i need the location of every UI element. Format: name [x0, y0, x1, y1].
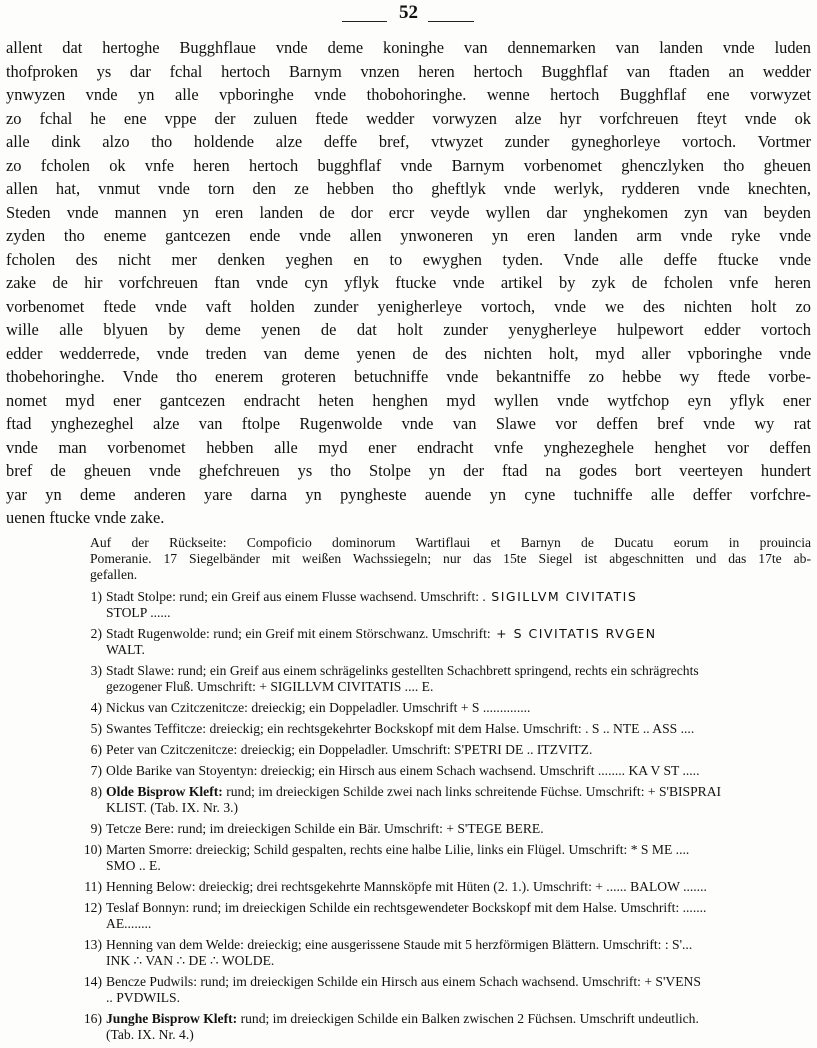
- text-line: zo fcholen ok vnfe heren hertoch bugghflaf vnde Barnym vorbenomet ghenczlyken tho gheuen: [6, 155, 811, 175]
- text-line: allen hat, vnmut vnde torn den ze hebben tho gheftlyk vnde werlyk, rydderen vnde knechten,: [6, 179, 811, 198]
- entry-description: Nickus van Czitczenitcze: dreieckig; ein Doppeladler. Umschrift + S ..............: [106, 700, 531, 715]
- entry-line: [106, 974, 811, 990]
- text-line: bref de gheuen vnde ghefchreuen ys tho Stolpe yn der ftad na godes bort veerteyen hundert: [6, 461, 811, 480]
- seal-legend: + S CIVITATIS RVGEN: [490, 626, 657, 641]
- seal-entry: [6, 626, 811, 658]
- text-line: uenen ftucke vnde zake.: [6, 508, 165, 527]
- entry-line: [106, 937, 811, 953]
- entry-description: Peter van Czitczenitcze: dreieckig; ein Doppeladler. Umschrift: S'PETRI DE .. ITZVITZ.: [106, 742, 593, 757]
- text-line: Steden vnde mannen yn eren landen de dor ercr veyde wyllen dar ynghekomen zyn van beyden: [6, 202, 811, 222]
- entry-continuation: AE........: [106, 916, 152, 931]
- text-line: zake de hir vorfchreuen ftan vnde cyn yflyk ftucke vnde artikel by zyk de fcholen vnfe heren: [6, 273, 811, 292]
- entry-lemma: Junghe Bisprow Kleft:: [106, 1011, 238, 1026]
- seal-entry: [6, 937, 811, 969]
- seal-entry: [6, 721, 811, 737]
- seal-entry: [6, 700, 811, 716]
- seal-entry: [6, 589, 811, 621]
- text-line: fcholen des nicht mer denken yeghen en to ewyghen tyden. Vnde alle deffe ftucke vnde: [6, 249, 811, 269]
- seal-list: [6, 589, 811, 1043]
- entry-line: [106, 842, 811, 858]
- main-text: [6, 36, 811, 530]
- entry-description: Marten Smorre: dreieckig; Schild gespalten, rechts eine halbe Lilie, links ein Flügel. Umschrift: * S ME ....: [106, 842, 690, 857]
- note-line: Pomeranie. 17 Siegelbänder mit weißen Wachssiegeln; nur das 15te Siegel ist abgeschnitten und das 17te ab-: [90, 551, 811, 566]
- text-line: nomet myd ener gantcezen endracht heten henghen myd wyllen vnde wytfchop eyn yflyk ener: [6, 390, 811, 410]
- seal-entry: [6, 842, 811, 874]
- entry-number: 6): [90, 742, 102, 757]
- note-line: Auf der Rückseite: Compoficio dominorum Wartiflaui et Barnyn de Ducatu eorum in prouincia: [90, 535, 811, 550]
- entry-number: 10): [83, 842, 102, 857]
- entry-line: [106, 663, 811, 679]
- entry-continuation: KLIST. (Tab. IX. Nr. 3.): [106, 800, 239, 815]
- text-line: edder wedderrede, vnde treden van deme yenen de des nichten holt, myd aller vpboringhe vnde: [6, 343, 811, 363]
- seal-entry: [6, 879, 811, 895]
- reverse-side-note: [6, 535, 811, 583]
- seal-entry: [6, 763, 811, 779]
- entry-line: [106, 763, 811, 779]
- seal-entry: [6, 900, 811, 932]
- seal-entry: [6, 742, 811, 758]
- entry-number: 1): [90, 589, 102, 604]
- seal-entry: [6, 821, 811, 837]
- text-line: wille alle blyuen by deme yenen de dat holt zunder yenygherleye hulpewort edder vortoch: [6, 320, 811, 339]
- entry-continuation: (Tab. IX. Nr. 4.): [106, 1027, 194, 1042]
- entry-number: 16): [83, 1011, 102, 1026]
- text-line: vnde man vorbenomet hebben alle myd ener endracht vnfe ynghezeghele henghet vor deffen: [6, 437, 811, 457]
- entry-description: rund; im dreieckigen Schilde zwei nach links schreitende Füchse. Umschrift: + S'BISPRAI: [222, 784, 722, 799]
- page-number: 52: [399, 2, 418, 23]
- entry-number: 7): [90, 763, 102, 778]
- entry-description: rund; im dreieckigen Schilde ein Balken zwischen 2 Füchsen. Umschrift undeutlich.: [237, 1011, 699, 1026]
- seal-legend: SIGILLVM CIVITATIS: [485, 589, 638, 604]
- text-line: ynwyzen vnde yn alle vpboringhe vnde thobohoringhe. wenne hertoch Bugghflaf ene vorwyzet: [6, 85, 811, 104]
- entry-line: [106, 900, 811, 916]
- entry-number: 4): [90, 700, 102, 715]
- seal-entry: [6, 1011, 811, 1043]
- text-line: thofproken ys dar fchal hertoch Barnym vnzen heren hertoch Bugghflaf van ftaden an wedder: [6, 61, 811, 81]
- entry-description: Stadt Slawe: rund; ein Greif aus einem schrägelinks gestellten Schachbrett springend, rechts ein schrägrechts: [106, 663, 699, 678]
- entry-number: 8): [90, 784, 102, 799]
- entry-number: 2): [90, 626, 102, 641]
- entry-lemma: Olde Bisprow Kleft:: [106, 784, 223, 799]
- entry-description: Swantes Teffitcze: dreieckig; ein rechtsgekehrter Bockskopf mit dem Halse. Umschrift: . S .. NTE .. ASS ....: [106, 721, 695, 736]
- text-line: alle dink alzo tho holdende alze deffe bref, vtwyzet zunder gyneghorleye vortoch. Vortmer: [6, 132, 811, 151]
- text-line: vorbenomet ftede vnde vaft holden zunder yenigherleye vortoch, vnde we des nichten holt zo: [6, 296, 811, 316]
- entry-line: [106, 589, 811, 605]
- entry-line: [106, 721, 811, 737]
- entry-number: 9): [90, 821, 102, 836]
- entry-continuation: INK ∴ VAN ∴ DE ∴ WOLDE.: [106, 953, 275, 968]
- entry-description: Henning Below: dreieckig; drei rechtsgekehrte Mannsköpfe mit Hüten (2. 1.). Umschrift: + ...... BALOW .......: [106, 879, 707, 894]
- entry-description: Bencze Pudwils: rund; im dreieckigen Schilde ein Hirsch aus einem Schach wachsend. Umschrift: + S'VENS: [106, 974, 701, 989]
- seal-entry: [6, 974, 811, 1006]
- entry-number: 11): [84, 879, 102, 894]
- entry-line: [106, 821, 811, 837]
- text-line: yar yn deme anderen yare darna yn pyngheste auende yn cyne tuchniffe alle deffer vorfchre-: [6, 484, 811, 504]
- note-line: gefallen.: [90, 567, 138, 582]
- entry-number: 5): [90, 721, 102, 736]
- entry-continuation: SMO .. E.: [106, 858, 161, 873]
- entry-number: 14): [83, 974, 102, 989]
- entry-continuation: WALT.: [106, 642, 145, 657]
- header-rule-left: [342, 21, 387, 22]
- entry-description: Teslaf Bonnyn: rund; im dreieckigen Schilde ein rechtsgewendeter Bockskopf mit dem Halse. Umschrift: .......: [106, 900, 707, 915]
- entry-line: [106, 742, 811, 758]
- entry-description: Stadt Rugenwolde: rund; ein Greif mit einem Störschwanz. Umschrift:: [106, 626, 491, 641]
- entry-number: 3): [90, 663, 102, 678]
- header-rule-right: [428, 21, 474, 22]
- entry-description: Tetcze Bere: rund; im dreieckigen Schilde ein Bär. Umschrift: + S'TEGE BERE.: [106, 821, 544, 836]
- entry-description: Stadt Stolpe: rund; ein Greif aus einem Flusse wachsend. Umschrift: .: [106, 589, 486, 604]
- entry-continuation: .. PVDWILS.: [106, 990, 181, 1005]
- entry-continuation: gezogener Fluß. Umschrift: + SIGILLVM CIVITATIS .... E.: [106, 679, 434, 694]
- text-line: zyden tho eneme gantcezen ende vnde allen ynwoneren yn eren landen arm vnde ryke vnde: [6, 226, 811, 245]
- entry-number: 13): [83, 937, 102, 952]
- seal-entry: [6, 784, 811, 816]
- text-line: allent dat hertoghe Bugghflaue vnde deme koninghe van dennemarken van landen vnde luden: [6, 38, 811, 57]
- seal-entry: [6, 663, 811, 695]
- entry-description: Henning van dem Welde: dreieckig; eine ausgerissene Staude mit 5 herzförmigen Blättern. Umschrift: : S'...: [106, 937, 693, 952]
- entry-number: 12): [83, 900, 102, 915]
- text-line: thobehoringhe. Vnde tho enerem groteren betuchniffe vnde bekantniffe zo hebbe wy ftede vorbe-: [6, 367, 811, 386]
- entry-line: [106, 626, 811, 642]
- entry-description: Olde Barike van Stoyentyn: dreieckig; ein Hirsch aus einem Schach wachsend. Umschrift ........ KA V ST .....: [106, 763, 700, 778]
- entry-line: [106, 700, 811, 716]
- entry-line: [106, 784, 811, 800]
- entry-continuation: STOLP ......: [106, 605, 171, 620]
- entry-line: [106, 879, 811, 895]
- text-line: zo fchal he ene vppe der zuluen ftede wedder vorwyzen alze hyr vorfchreuen fteyt vnde ok: [6, 108, 811, 128]
- text-line: ftad ynghezeghel alze van ftolpe Rugenwolde vnde van Slawe vor deffen bref vnde wy rat: [6, 414, 811, 433]
- footnotes: [6, 535, 811, 1048]
